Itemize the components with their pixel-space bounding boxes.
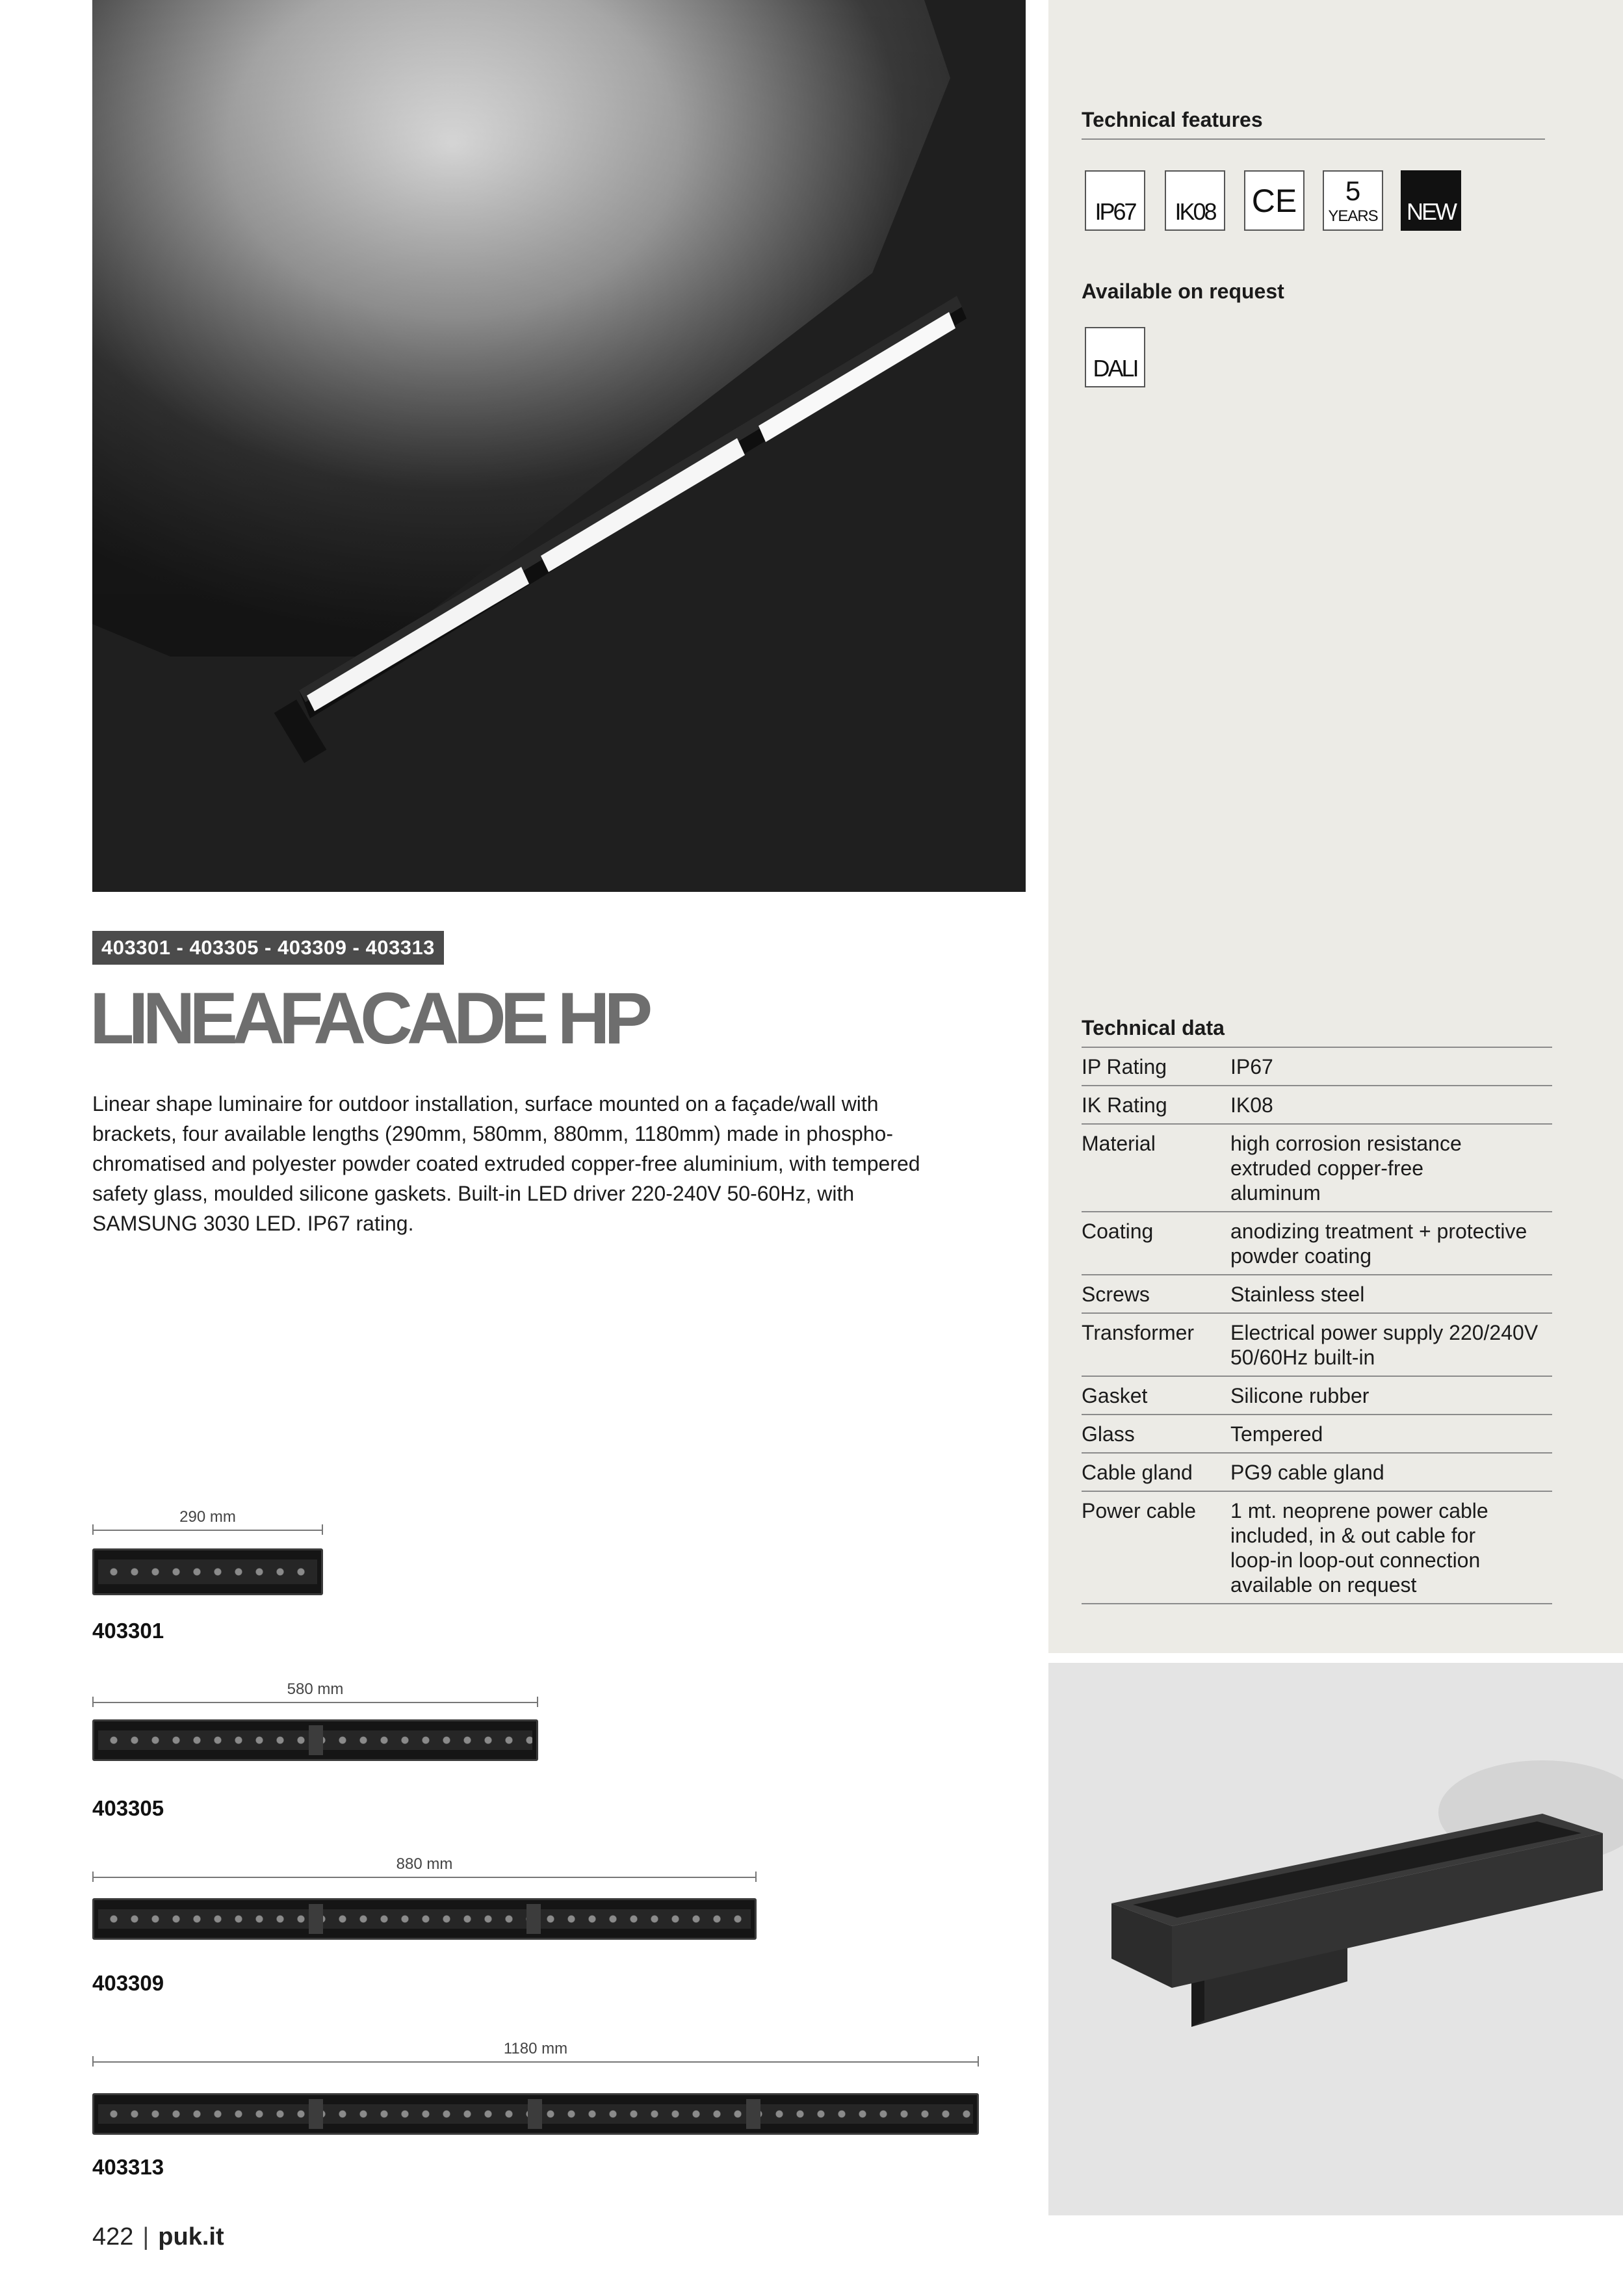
- product-closeup-photo: [1048, 1663, 1623, 2215]
- website-link[interactable]: puk.it: [158, 2223, 224, 2250]
- product-codes-tag: 403301 - 403305 - 403309 - 403313: [92, 931, 444, 965]
- footer-separator: |: [142, 2223, 149, 2250]
- row-label: Glass: [1082, 1415, 1230, 1453]
- page-number: 422: [92, 2223, 134, 2250]
- dimension-line: [92, 1523, 323, 1536]
- ik08-badge: IK08: [1165, 170, 1225, 231]
- wall-wash-illustration: [92, 0, 1026, 892]
- luminaire-drawing: [92, 2093, 979, 2135]
- product-code: 403313: [92, 2155, 164, 2179]
- row-value: Electrical power supply 220/240V 50/60Hz built-in: [1230, 1313, 1552, 1376]
- row-value: IP67: [1230, 1047, 1552, 1086]
- technical-features-title: Technical features: [1082, 108, 1263, 131]
- table-row: [1082, 1212, 1552, 1275]
- dimension-line: [92, 1695, 538, 1708]
- row-value: anodizing treatment + protective powder coating: [1230, 1212, 1552, 1275]
- dimension-label: 290 mm: [179, 1508, 236, 1526]
- dimension-label: 1180 mm: [503, 2040, 568, 2057]
- table-row: [1082, 1124, 1552, 1212]
- row-label: IP Rating: [1082, 1047, 1230, 1086]
- row-label: Cable gland: [1082, 1453, 1230, 1491]
- row-value: 1 mt. neoprene power cable included, in & out cable for loop-in loop-out connection available on request: [1230, 1491, 1552, 1604]
- table-row: [1082, 1047, 1552, 1086]
- table-row: [1082, 1415, 1552, 1453]
- available-on-request-title: Available on request: [1082, 280, 1284, 303]
- row-value: Silicone rubber: [1230, 1376, 1552, 1415]
- table-row: [1082, 1275, 1552, 1313]
- new-product-badge: NEW: [1401, 170, 1461, 231]
- table-row: [1082, 1313, 1552, 1376]
- row-value: PG9 cable gland: [1230, 1453, 1552, 1491]
- row-label: Transformer: [1082, 1313, 1230, 1376]
- dali-badge: DALI: [1085, 327, 1145, 387]
- hero-product-photo: [92, 0, 1026, 892]
- row-value: high corrosion resistance extruded copper-free aluminum: [1230, 1124, 1552, 1212]
- luminaire-drawing: [92, 1548, 323, 1595]
- row-label: Material: [1082, 1124, 1230, 1212]
- technical-data-table: [1082, 1047, 1552, 1604]
- dimension-line: [92, 1870, 757, 1883]
- dimension-label: 880 mm: [396, 1855, 453, 1873]
- row-label: Gasket: [1082, 1376, 1230, 1415]
- table-row: [1082, 1491, 1552, 1604]
- ce-mark-badge: CE: [1244, 170, 1305, 231]
- table-row: [1082, 1086, 1552, 1124]
- row-value: Stainless steel: [1230, 1275, 1552, 1313]
- product-code: 403301: [92, 1619, 164, 1643]
- row-label: IK Rating: [1082, 1086, 1230, 1124]
- dimension-label: 580 mm: [287, 1680, 344, 1698]
- divider: [1082, 138, 1545, 140]
- row-value: Tempered: [1230, 1415, 1552, 1453]
- technical-data-title: Technical data: [1082, 1016, 1225, 1039]
- ip67-badge: IP67: [1085, 170, 1145, 231]
- luminaire-closeup-illustration: [1048, 1663, 1623, 2215]
- row-label: Screws: [1082, 1275, 1230, 1313]
- table-row: [1082, 1453, 1552, 1491]
- row-value: IK08: [1230, 1086, 1552, 1124]
- luminaire-drawing: [92, 1719, 538, 1761]
- luminaire-drawing: [92, 1898, 757, 1940]
- product-code: 403309: [92, 1971, 164, 1995]
- table-row: [1082, 1376, 1552, 1415]
- product-code: 403305: [92, 1796, 164, 1820]
- product-title: LINEAFACADE HP: [90, 978, 647, 1059]
- page-footer: [92, 2223, 224, 2251]
- dimension-line: [92, 2055, 979, 2068]
- five-years-warranty-badge: 5 YEARS: [1323, 170, 1383, 231]
- product-description: Linear shape luminaire for outdoor installation, surface mounted on a façade/wall with brackets, four available lengths (290mm, 580mm, 880mm, 1180mm) made in phospho-chromatised and polyester powder coated extruded copper-free aluminium, with tempered safety glass, moulded silicone gaskets. Built-in LED driver 220-240V 50-60Hz, with SAMSUNG 3030 LED. IP67 rating.: [92, 1092, 920, 1235]
- row-label: Power cable: [1082, 1491, 1230, 1604]
- row-label: Coating: [1082, 1212, 1230, 1275]
